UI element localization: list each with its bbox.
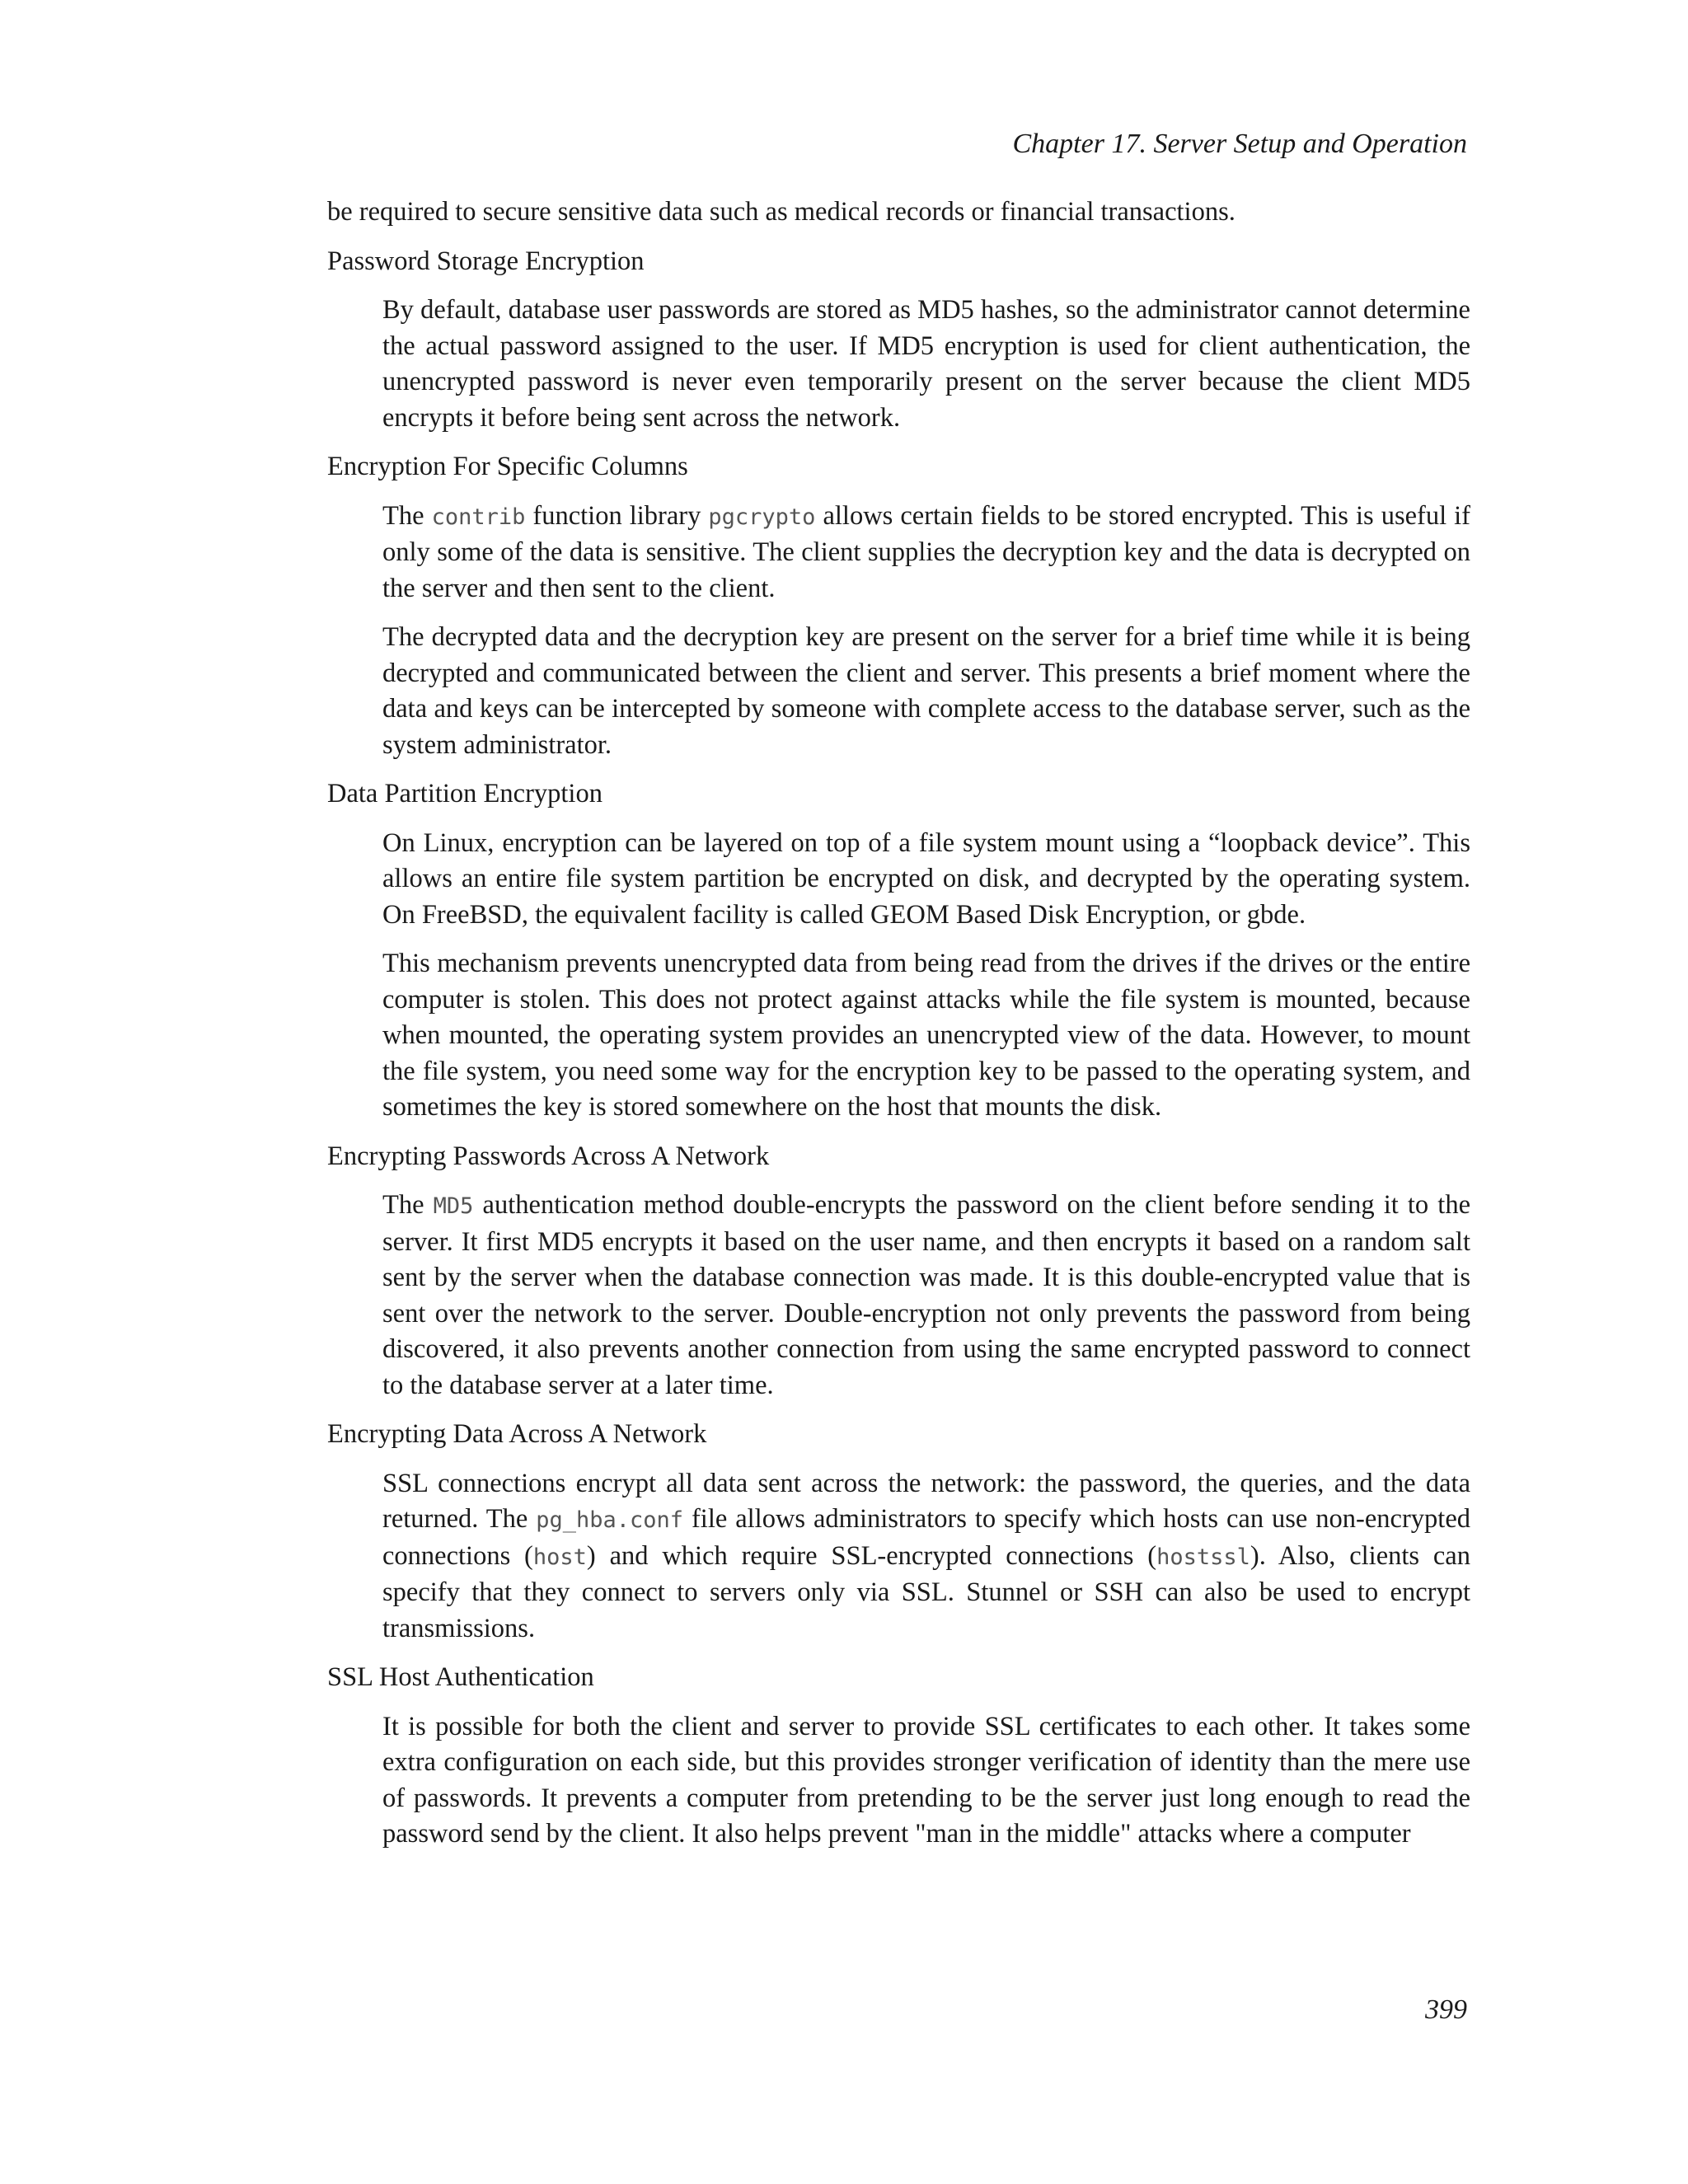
intro-paragraph: be required to secure sensitive data such as medical records or financial transactions. <box>327 197 1236 227</box>
text-run: file allows administrators to specify which hosts can use non-encrypted connections ( <box>382 1504 1470 1571</box>
paragraph-password-storage: By default, database user passwords are stored as MD5 hashes, so the administrator cannot determine the actual password assigned to the user. If MD5 encryption is used for client authentication, the unencrypted password is never even temporarily present on the server because the client MD5 encrypts it before being sent across the network. <box>382 295 1470 433</box>
term-data-partition-encryption: Data Partition Encryption <box>327 779 603 808</box>
paragraph-encrypting-data <box>382 1466 1470 1647</box>
term-ssl-host-authentication: SSL Host Authentication <box>327 1662 594 1692</box>
paragraph-specific-columns-1 <box>382 499 1470 607</box>
page-number: 399 <box>1425 1994 1467 2025</box>
text-run: The <box>382 500 432 531</box>
paragraph-data-partition-2: This mechanism prevents unencrypted data from being read from the drives if the drives or the entire computer is stolen. This does not protect against attacks while the file system is mounted, because when mounted, the operating system provides an unencrypted view of the data. However, to mount the file system, you need some way for the encryption key to be passed to the operating system, and sometimes the key is stored somewhere on the host that mounts the disk. <box>382 949 1470 1122</box>
text-run: function library <box>525 500 709 531</box>
term-encrypting-data-network: Encrypting Data Across A Network <box>327 1419 707 1449</box>
term-encrypting-passwords-network: Encrypting Passwords Across A Network <box>327 1141 770 1171</box>
code-hostssl: hostssl <box>1156 1544 1250 1570</box>
code-md5: MD5 <box>433 1193 474 1219</box>
code-contrib: contrib <box>431 504 526 530</box>
term-password-storage-encryption: Password Storage Encryption <box>327 246 645 276</box>
code-pgcrypto: pgcrypto <box>708 504 816 530</box>
text-run: The <box>382 1190 434 1220</box>
text-run: ). Also, clients can specify that they connect to servers only via SSL. Stunnel or SSH can also be used to encrypt transmissions. <box>382 1540 1470 1643</box>
text-run: authentication method double-encrypts the password on the client before sending it to the server. It first MD5 encrypts it based on the user name, and then encrypts it based on a random salt sent by the server when the database connection was made. It is this double-encrypted value that is sent over the network to the server. Double-encryption not only prevents the password from being discovered, it also prevents another connection from using the same encrypted password to connect to the database server at a later time. <box>382 1190 1470 1400</box>
running-header: Chapter 17. Server Setup and Operation <box>1012 129 1467 159</box>
paragraph-data-partition-1: On Linux, encryption can be layered on top of a file system mount using a “loopback device”. This allows an entire file system partition be encrypted on disk, and decrypted by the operating system. On FreeBSD, the equivalent facility is called GEOM Based Disk Encryption, or gbde. <box>382 827 1470 930</box>
page-body <box>327 194 1470 1866</box>
code-pg-hba-conf: pg_hba.conf <box>536 1507 684 1533</box>
code-host: host <box>532 1544 587 1570</box>
term-encryption-specific-columns: Encryption For Specific Columns <box>327 452 688 481</box>
paragraph-encrypting-passwords <box>382 1188 1470 1404</box>
paragraph-specific-columns-2: The decrypted data and the decryption key are present on the server for a brief time while it is being decrypted and communicated between the client and server. This presents a brief moment where the data and keys can be intercepted by someone with complete access to the database server, such as the system administrator. <box>382 622 1470 760</box>
text-run: allows certain fields to be stored encrypted. This is useful if only some of the data is sensitive. The client supplies the decryption key and the data is decrypted on the server and then sent to the client. <box>382 500 1471 603</box>
paragraph-ssl-host-auth: It is possible for both the client and server to provide SSL certificates to each other. It takes some extra configuration on each side, but this provides stronger verification of identity than the mere use of passwords. It prevents a computer from pretending to be the server just long enough to read the password send by the client. It also helps prevent "man in the middle" attacks where a computer <box>382 1711 1470 1849</box>
text-run: ) and which require SSL-encrypted connections ( <box>586 1540 1157 1571</box>
text-run: SSL connections encrypt all data sent across the network: the password, the queries, and the data returned. The <box>382 1468 1470 1534</box>
